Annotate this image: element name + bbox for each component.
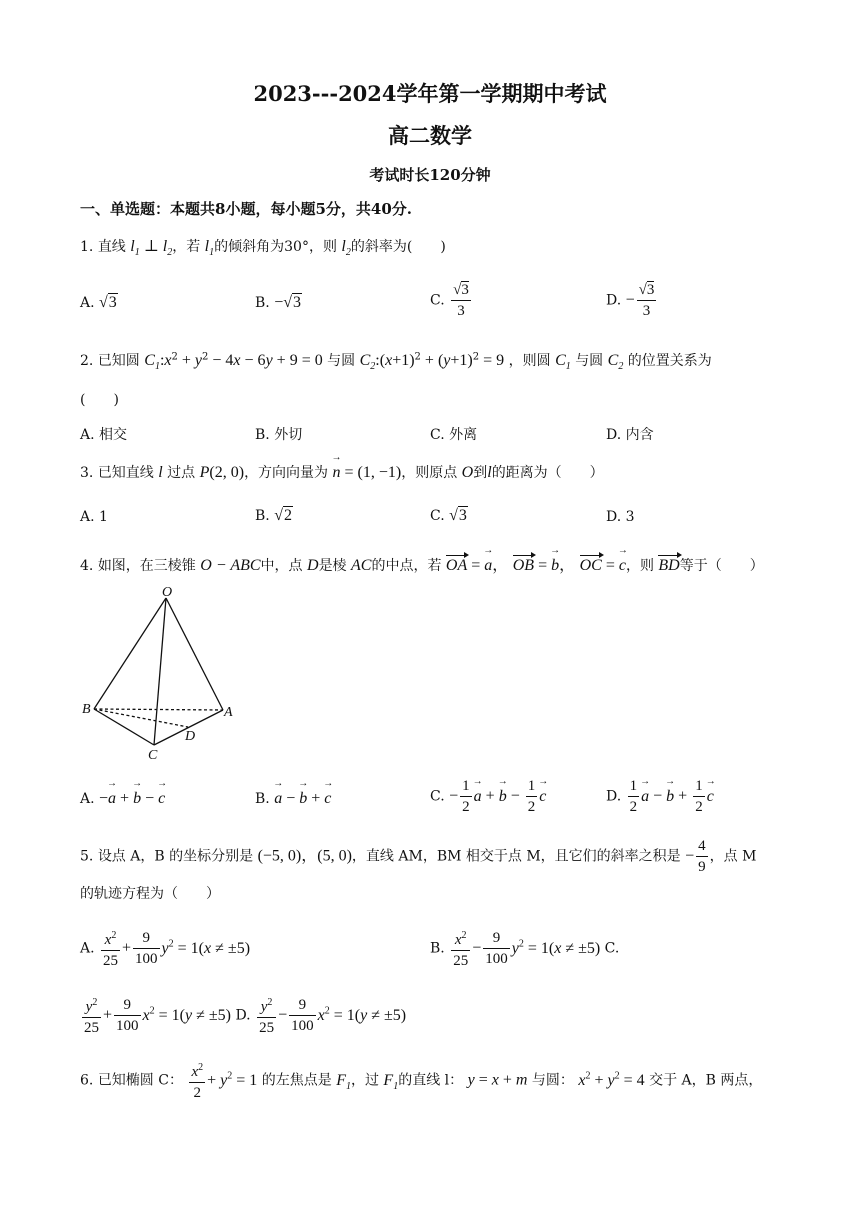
formula: $l_1$ ⊥ $l_2$ [130,238,173,259]
option-a: A. −→ a + → b − → c [80,790,165,808]
label-o: O [162,585,173,600]
formula: → a − → b + → c [274,790,331,807]
option-c: C. $\frac{√3}{3}$ [430,282,469,319]
formula: $l_2$ [341,238,351,259]
exam-title: 2023---2024学年第一学期期中考试 [253,81,607,106]
exam-duration: 考试时长120分钟 [369,166,491,184]
option-c: C. 外离 [430,427,478,443]
formula: $\frac{√3}{3}$ [638,282,655,319]
formula: √2 [274,507,292,524]
option-b: B. → a − → b + → c [255,790,331,808]
question-number: 6. [80,1072,94,1089]
option-d: D. $\frac{1}{2}$ → a − → b + $\frac{1}{2}$ → c [606,776,714,817]
formula: $x^2 + y^2 = 4$ [578,1070,645,1089]
edge-ob [94,598,166,709]
formula: $C_2$ [359,352,376,373]
formula: OA [445,557,468,574]
option-d: D. 内含 [606,427,654,443]
option-b: B. √2 [255,507,292,524]
formula: y = x + m [467,1071,528,1089]
option-a: A. $\frac{x^2}{25}$ + $\frac{9}{100}$ $y^2 = 1(x \ne \pm 5)$ [80,926,250,971]
question-5-continued: 的轨迹方程为（ ） [80,886,220,902]
formula: −√3 [274,294,302,311]
option-c: C. − $\frac{1}{2}$ → a + → b − $\frac{1}{2}$ → c [430,776,546,817]
formula: √3 [99,294,117,311]
formula: $C_1$ [144,352,160,373]
question-2-continued: ( ) [80,392,119,408]
section-heading: 一、单选题：本题共8小题，每小题5分，共40分. [80,200,412,218]
question-number: 5. [80,848,94,865]
formula: → n [333,464,341,482]
option-b: B. $\frac{x^2}{25}$ − $\frac{9}{100}$ $y^2 = 1(x \ne \pm 5)$ C. [430,926,619,971]
option-b: B. 外切 [255,427,303,443]
option-a: A. 1 [80,509,108,525]
option-d: D. − $\frac{√3}{3}$ [606,282,655,319]
edge-oa [166,598,223,710]
formula: P [199,464,210,481]
formula: $\frac{4}{9}$ [698,838,706,875]
question-6: 6. 已知椭圆 C： $\frac{x^2}{2}$ + $y^2 = 1$ 的左焦点是 $F_1$，过 $F_1$的直线 l： y = x + m 与圆： $x^2 + y^2 = 4$ 交于 A，B 两点， [80,1058,762,1103]
question-number: 3. [80,465,94,481]
label-c: C [148,748,158,762]
tetrahedron-figure [78,582,248,762]
formula: (−5, 0)，(5, 0) [257,847,352,865]
formula: $\frac{√3}{3}$ [453,282,469,319]
question-2: 2. 已知圆 $C_1:x^2 + y^2 - 4x - 6y + 9 = 0$ 与圆 $C_2:(x+1)^2 + (y+1)^2 = 9$ ，则圆 $C_1$ 与圆 $C_2$ 的位置关系为 [80,351,712,373]
option-c: C. √3 [430,507,467,524]
question-5: 5. 设点 A，B 的坐标分别是 (−5, 0)，(5, 0)，直线 AM，BM 相交于点 M，且它们的斜率之积是 − $\frac{4}{9}$ ，点 M [80,838,757,875]
formula: $\frac{x^2}{2}$ [189,1058,205,1103]
question-1: 1. 直线 $l_1$ ⊥ $l_2$，若 $l_1$的倾斜角为30°，则 $l_2$的斜率为( ) [80,238,446,259]
formula: −→ a + → b − → c [99,790,165,807]
label-b: B [82,702,91,717]
edge-ba-hidden [94,709,223,710]
option-b: B. −√3 [255,294,302,311]
question-4: 4. 如图，在三棱锥 O − ABC中，点 D是棱 AC的中点，若 OA = → a， OB = → b， OC = → c，则 BD等于（ ） [80,552,764,575]
label-a: A [224,705,233,720]
option-a: A. √3 [80,294,117,311]
option-d: D. 3 [606,509,635,525]
question-number: 2. [80,353,94,369]
exam-subject: 高二数学 [388,123,472,148]
question-3: 3. 已知直线 l 过点 P(2, 0)，方向向量为 → n = (1, −1)，则原点 O到l的距离为（ ） [80,462,604,482]
formula: $l_1$ [204,238,215,259]
option-c-d: $\frac{y^2}{25}$ + $\frac{9}{100}$ $x^2 = 1(y \ne \pm 5)$ D. $\frac{y^2}{25}$ − $\frac{9}{100}$ $x^2 = 1(y \ne \pm 5)$ [80,993,406,1038]
question-number: 1. [80,239,94,255]
option-a: A. 相交 [80,427,128,443]
formula: √3 [449,507,467,524]
label-d: D [185,729,196,744]
question-number: 4. [80,558,94,574]
